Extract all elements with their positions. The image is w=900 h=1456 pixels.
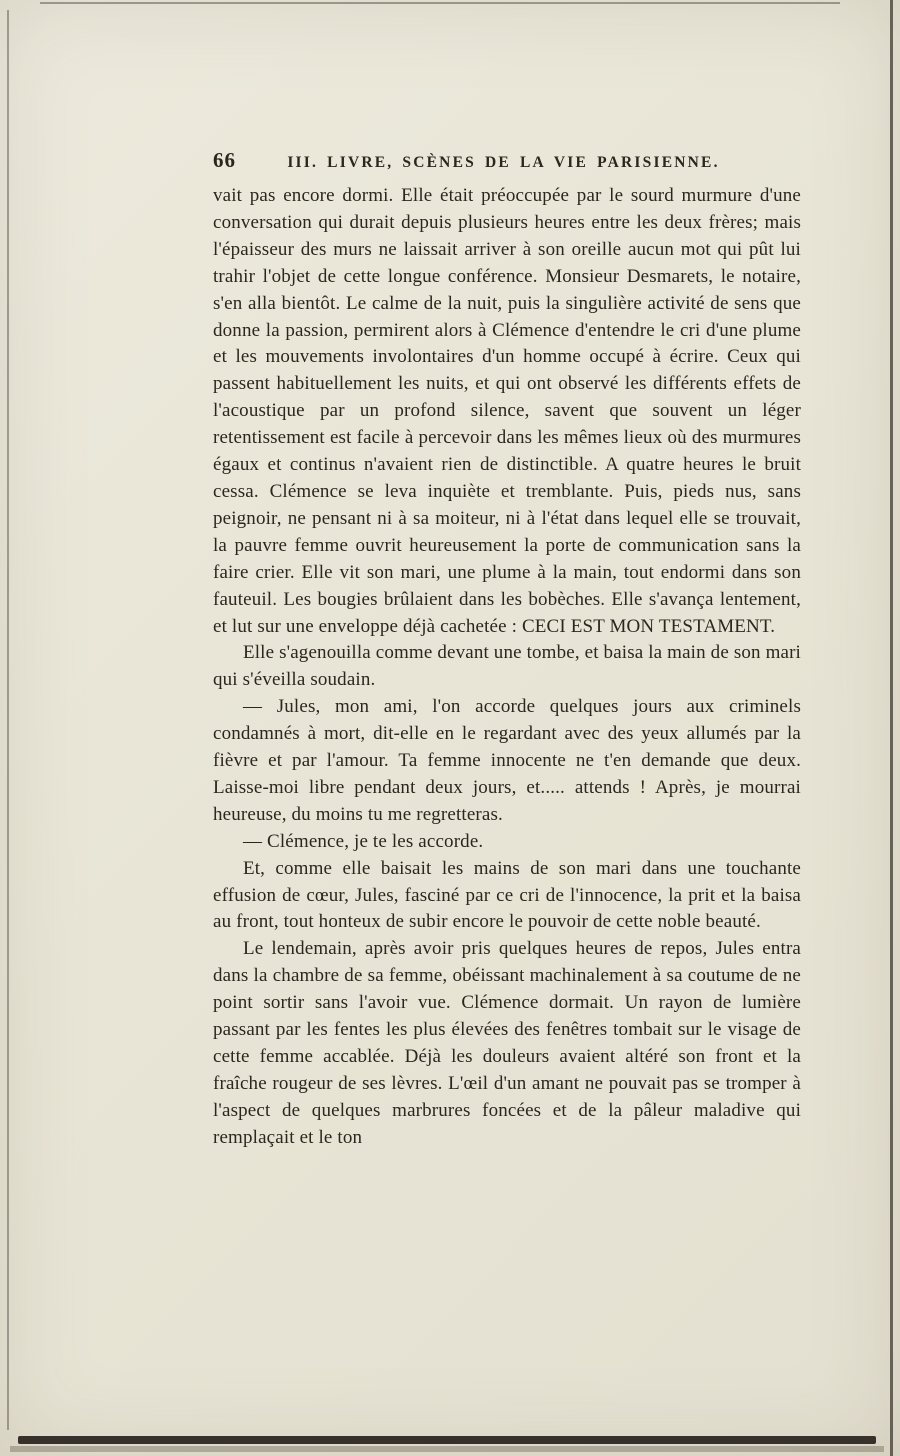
paragraph: — Jules, mon ami, l'on accorde quelques jours aux criminels condamnés à mort, dit-elle en le regardant avec des yeux allumés par la fièvre et par l'amour. Ta femme innocente ne t'en demande que deux. Laisse-moi libre pendant deux jours, et..... attends ! Après, je mourrai heureuse, du moins tu me regretteras. xyxy=(213,696,801,825)
scan-edge-right xyxy=(890,0,893,1456)
scan-edge-top xyxy=(40,2,840,4)
paragraph: Le lendemain, après avoir pris quelques heures de repos, Jules entra dans la chambre de sa femme, obéissant machinalement à sa coutume de ne point sortir sans l'avoir vue. Clémence dormait. Un rayon de lumière passant par les fentes les plus élevées des fenêtres tombait sur le visage de cette femme accablée. Déjà les douleurs avaient altéré son front et la fraîche rougeur de ses lèvres. L'œil d'un amant ne pouvait pas se tromper à l'aspect de quelques marbrures foncées et de la pâleur maladive qui remplaçait et le ton xyxy=(213,938,801,1148)
scan-edge-bottom-shadow xyxy=(10,1446,884,1452)
running-header: III. LIVRE, SCÈNES DE LA VIE PARISIENNE. xyxy=(287,154,720,171)
page-header xyxy=(213,148,801,173)
body-text xyxy=(213,183,801,1152)
page-number: 66 xyxy=(213,148,236,172)
paragraph: — Clémence, je te les accorde. xyxy=(243,830,484,852)
scan-edge-bottom xyxy=(18,1436,876,1444)
paragraph: Elle s'agenouilla comme devant une tombe, et baisa la main de son mari qui s'éveilla soudain. xyxy=(213,642,801,691)
scan-edge-left xyxy=(7,10,9,1430)
text-column xyxy=(213,148,801,1152)
paragraph: Et, comme elle baisait les mains de son mari dans une touchante effusion de cœur, Jules, fasciné par ce cri de l'innocence, la prit et la baisa au front, tout honteux de subir encore le pouvoir de cette noble beauté. xyxy=(213,857,801,933)
paragraph: vait pas encore dormi. Elle était préoccupée par le sourd murmure d'une conversation qui durait depuis plusieurs heures entre les deux frères; mais l'épaisseur des murs ne laissait arriver à son oreille aucun mot qui pût lui trahir l'objet de cette longue conférence. Monsieur Desmarets, le notaire, s'en alla bientôt. Le calme de la nuit, puis la singulière activité de sens que donne la passion, permirent alors à Clémence d'entendre le cri d'une plume et les mouvements involontaires d'un homme occupé à écrire. Ceux qui passent habituellement les nuits, et qui ont observé les différents effets de l'acoustique par un profond silence, savent que souvent un léger retentissement est facile à percevoir dans les mêmes lieux où des murmures égaux et continus n'avaient rien de distinctible. A quatre heures le bruit cessa. Clémence se leva inquiète et tremblante. Puis, pieds nus, sans peignoir, ne pensant ni à sa moiteur, ni à l'état dans lequel elle se trouvait, la pauvre femme ouvrit heureusement la porte de communication sans la faire crier. Elle vit son mari, une plume à la main, tout endormi dans son fauteuil. Les bougies brûlaient dans les bobèches. Elle s'avança lentement, et lut sur une enveloppe déjà cachetée : CECI EST MON TESTAMENT. xyxy=(213,185,801,637)
